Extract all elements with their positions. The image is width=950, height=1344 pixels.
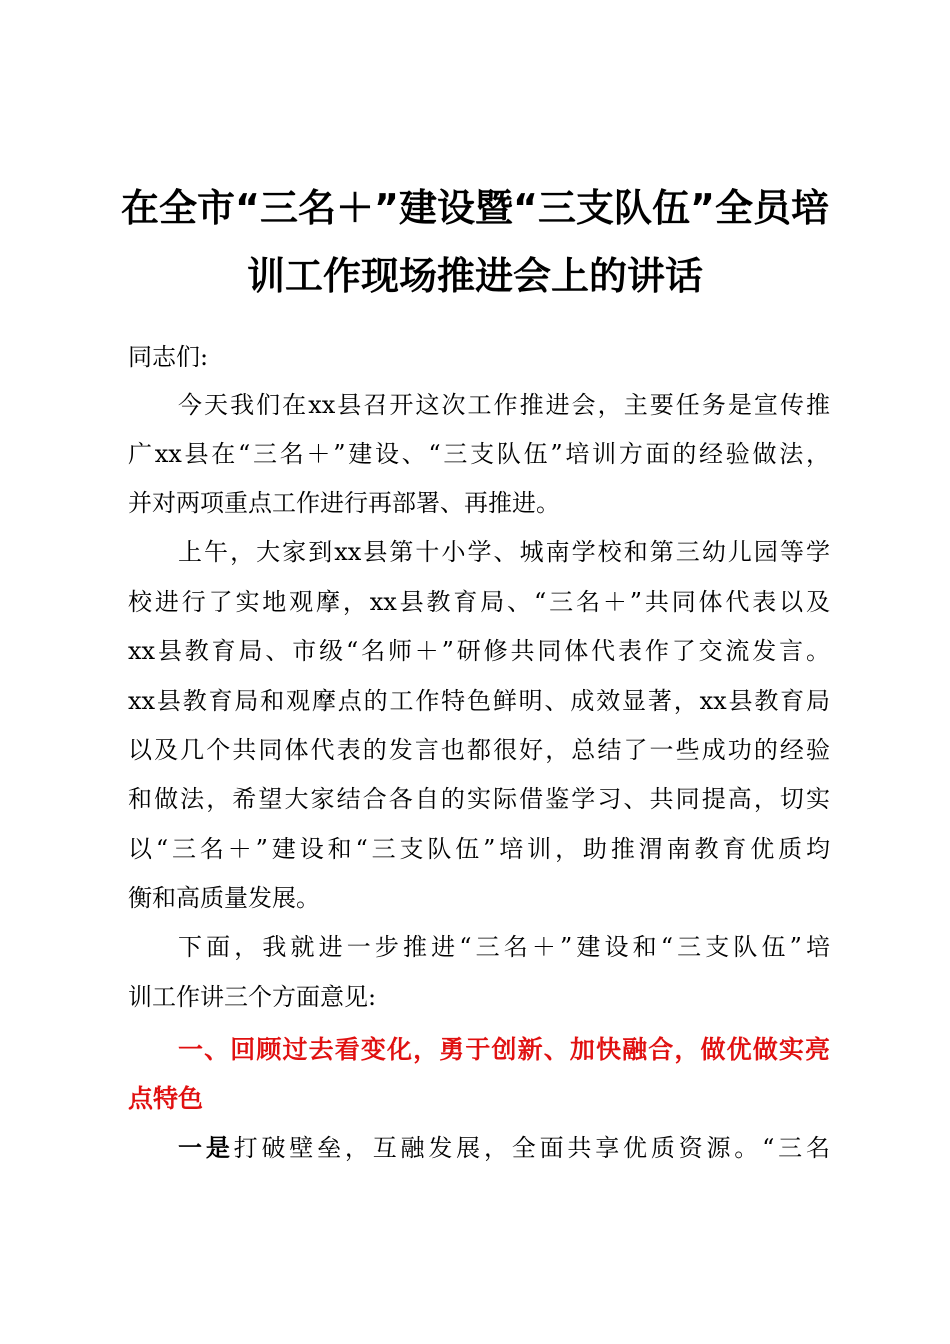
document-title-line-1: 在全市“三名＋”建设暨“三支队伍”全员培 bbox=[121, 186, 829, 230]
paragraph-1-line-2: 广xx县在“三名＋”建设、“三支队伍”培训方面的经验做法， bbox=[128, 440, 830, 468]
paragraph-2-line-5: 以及几个共同体代表的发言也都很好，总结了一些成功的经验 bbox=[128, 736, 830, 764]
paragraph-2-line-7: 以“三名＋”建设和“三支队伍”培训，助推渭南教育优质均 bbox=[128, 835, 830, 863]
paragraph-2-line-6: 和做法，希望大家结合各自的实际借鉴学习、共同提高，切实 bbox=[128, 785, 830, 813]
paragraph-2-line-1: 上午，大家到xx县第十小学、城南学校和第三幼儿园等学 bbox=[178, 538, 830, 566]
paragraph-3-line-2: 训工作讲三个方面意见: bbox=[128, 983, 377, 1011]
section-1-heading-line-1: 一、回顾过去看变化，勇于创新、加快融合，做优做实亮 bbox=[178, 1035, 830, 1064]
document-title-line-2: 训工作现场推进会上的讲话 bbox=[246, 254, 703, 298]
paragraph-2-line-3: xx县教育局、市级“名师＋”研修共同体代表作了交流发言。 bbox=[128, 637, 830, 665]
paragraph-4-text: 打破壁垒，互融发展，全面共享优质资源。“三名 bbox=[233, 1134, 830, 1162]
salutation: 同志们: bbox=[128, 343, 209, 371]
paragraph-4-line-1 bbox=[178, 1128, 830, 1168]
paragraph-1-line-1: 今天我们在xx县召开这次工作推进会，主要任务是宣传推 bbox=[178, 391, 830, 419]
section-1-heading-line-2: 点特色 bbox=[128, 1084, 204, 1113]
paragraph-2-line-2: 校进行了实地观摩，xx县教育局、“三名＋”共同体代表以及 bbox=[128, 588, 830, 616]
paragraph-3-line-1: 下面，我就进一步推进“三名＋”建设和“三支队伍”培 bbox=[178, 933, 830, 961]
paragraph-2-line-4: xx县教育局和观摩点的工作特色鲜明、成效显著，xx县教育局 bbox=[128, 687, 830, 715]
paragraph-4-lead: 一是 bbox=[178, 1134, 234, 1162]
paragraph-2-line-8: 衡和高质量发展。 bbox=[128, 884, 320, 912]
paragraph-1-line-3: 并对两项重点工作进行再部署、再推进。 bbox=[128, 489, 560, 517]
